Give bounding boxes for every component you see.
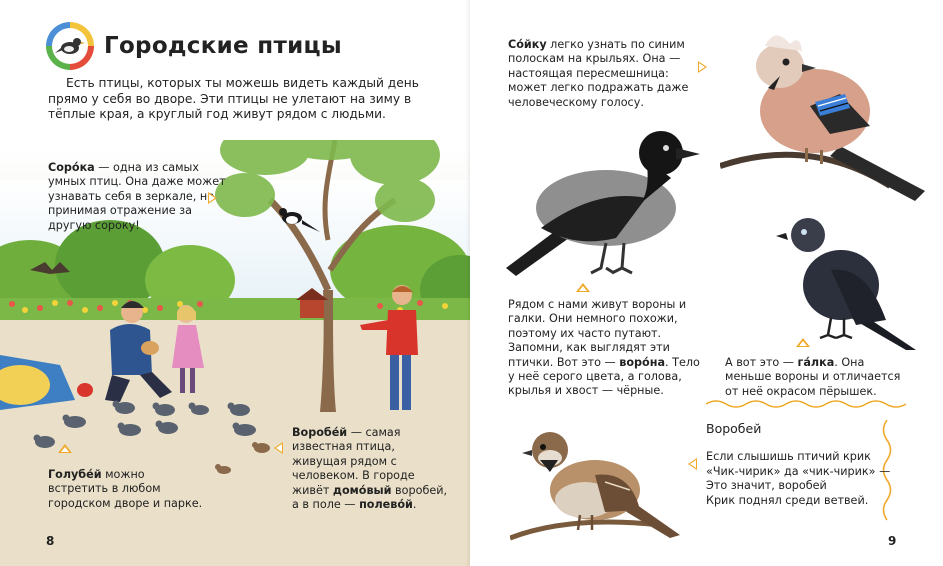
jackdaw-illustration bbox=[776, 210, 926, 350]
pointer-arrow-icon bbox=[208, 192, 217, 204]
crow-text: Рядом с нами живут вороны и галки. Они немного похожи, поэтому их часто путают. Запомни, как выглядят эти птички. Вот это — воро́на. Тело у неё серого цвета, а голова, крылья и хвост — чёрные. bbox=[508, 298, 700, 398]
poem-line: Крик поднял среди ветвей. bbox=[706, 493, 869, 507]
jackdaw-name: га́лка bbox=[797, 356, 835, 369]
crow-illustration bbox=[496, 118, 706, 283]
pointer-arrow-icon bbox=[796, 338, 810, 347]
jay-illustration bbox=[720, 16, 940, 206]
sparrow-name: Воробе́й bbox=[292, 426, 348, 439]
poem-line: «Чик-чирик» да «чик-чирик» — bbox=[706, 464, 891, 478]
page-title: Городские птицы bbox=[104, 33, 342, 59]
sparrow-text: Воробе́й — самая известная птица, живущая рядом с человеком. В городе живёт домо́вый воробей, а в поле — полево́й. bbox=[292, 426, 448, 512]
pointer-arrow-icon bbox=[688, 458, 697, 470]
poem-line: Это значит, воробей bbox=[706, 479, 827, 493]
jackdaw-text: А вот это — га́лка. Она меньше вороны и отличается от неё окрасом пёрышек. bbox=[725, 356, 901, 398]
pointer-arrow-icon bbox=[576, 283, 590, 292]
poem-line: Если слышишь птичий крик bbox=[706, 450, 871, 463]
pointer-arrow-icon bbox=[274, 442, 283, 454]
intro-paragraph: Есть птицы, которых ты можешь видеть каждый день прямо у себя во дворе. Эти птицы не улетают на зиму в тёплые края, а круглый год живут рядом с людьми. bbox=[48, 76, 419, 122]
pointer-arrow-icon bbox=[698, 61, 707, 73]
pigeon-text: Голубе́й можно встретить в любом городском дворе и парке. bbox=[48, 468, 203, 510]
bird-icon bbox=[55, 33, 85, 59]
title-block bbox=[46, 22, 342, 70]
magpie-text: Соро́ка — одна из самых умных птиц. Она даже может узнавать себя в зеркале, не принимая отражение за другую сороку! bbox=[48, 161, 226, 232]
right-page bbox=[470, 0, 943, 566]
crow-name: воро́на bbox=[619, 355, 665, 369]
page-number-right: 9 bbox=[888, 534, 897, 548]
magpie-name: Соро́ка bbox=[48, 161, 95, 174]
page-number-left: 8 bbox=[46, 534, 55, 548]
poem-title: Воробей bbox=[706, 421, 762, 436]
jay-name: Со́йку bbox=[508, 38, 547, 51]
jay-text: Со́йку легко узнать по синим полоскам на крыльях. Она — настоящая пересмешница: может легко подражать даже человеческому голосу. bbox=[508, 38, 689, 109]
section-emblem bbox=[46, 22, 94, 70]
sparrow-illustration bbox=[510, 420, 700, 545]
left-page bbox=[0, 0, 470, 566]
poem-text bbox=[706, 450, 896, 508]
pointer-arrow-icon bbox=[58, 444, 72, 453]
pigeon-name: Голубе́й bbox=[48, 468, 102, 481]
wavy-divider bbox=[706, 398, 906, 410]
